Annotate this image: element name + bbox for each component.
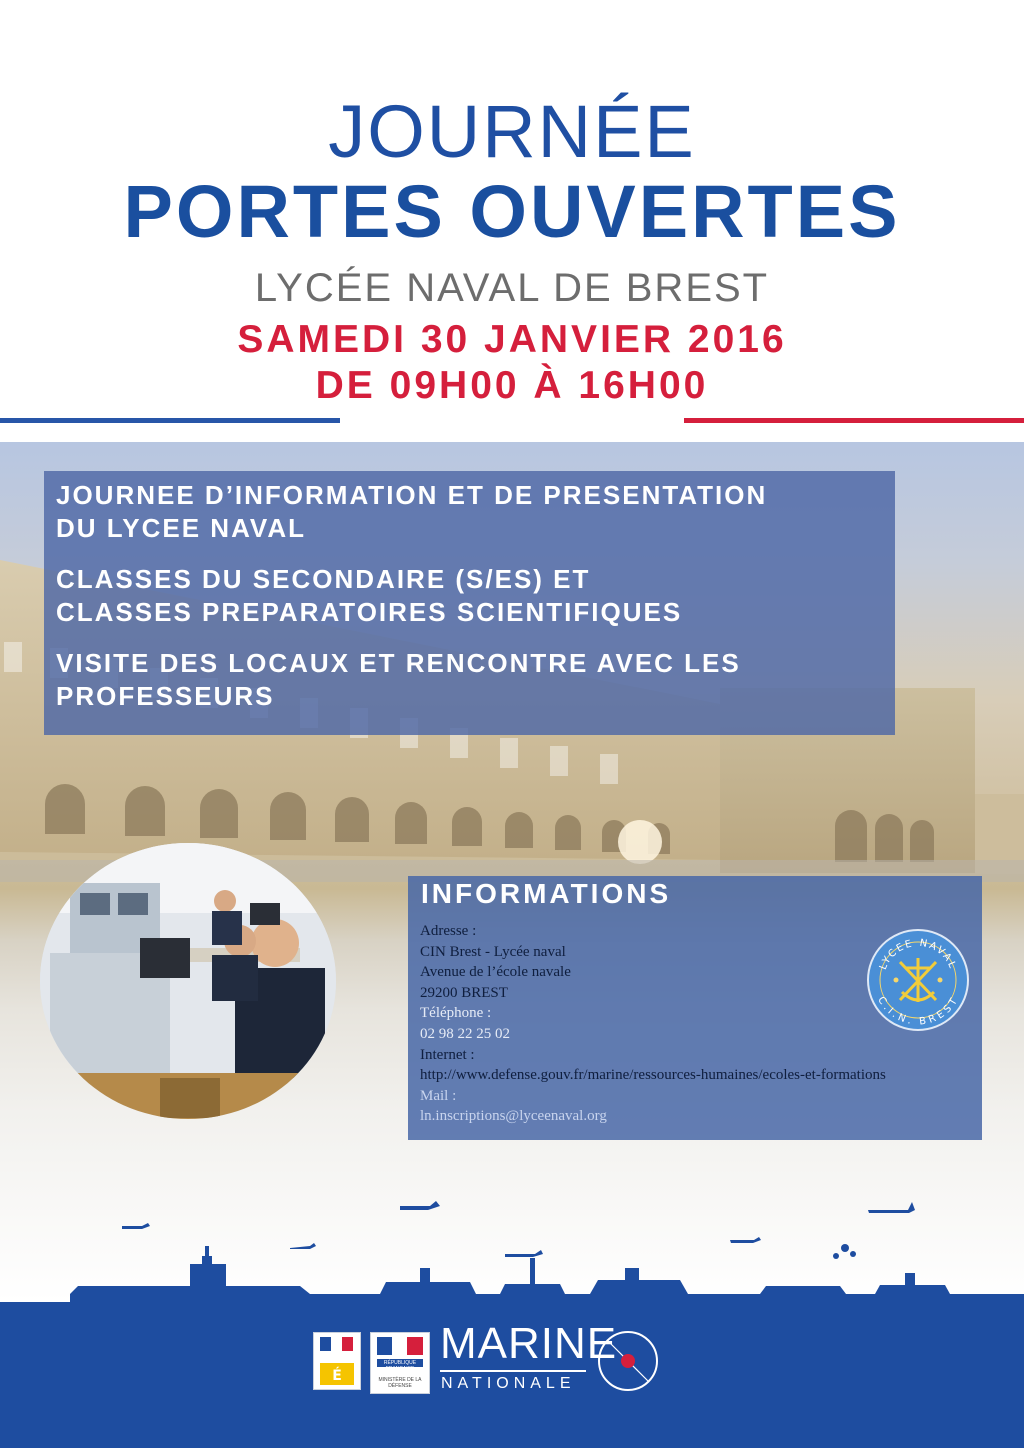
address-label: Adresse : — [420, 923, 477, 939]
wordmark-underline — [440, 1370, 586, 1372]
seal-top-text: LYCEE NAVAL — [877, 937, 959, 972]
svg-text:É: É — [332, 1368, 342, 1384]
nationale-wordmark: NATIONALE — [441, 1375, 576, 1392]
program-line-1: JOURNEE D’INFORMATION ET DE PRESENTATION — [56, 480, 768, 510]
divider-red — [684, 418, 1024, 423]
program-line-4: CLASSES PREPARATOIRES SCIENTIFIQUES — [56, 597, 683, 627]
internet-link[interactable]: http://www.defense.gouv.fr/marine/ressources-humaines/ecoles-et-formations — [420, 1067, 886, 1084]
event-hours: DE 09H00 À 16H00 — [315, 364, 709, 407]
event-date: SAMEDI 30 JANVIER 2016 — [237, 318, 787, 361]
school-name: LYCÉE NAVAL DE BREST — [254, 266, 770, 310]
program-line-5: VISITE DES LOCAUX ET RENCONTRE AVEC LES — [56, 648, 741, 678]
program-line-3: CLASSES DU SECONDAIRE (S/ES) ET — [56, 564, 591, 594]
naval-fleet-silhouettes — [0, 1190, 1024, 1305]
defense-ministry-logo — [370, 1332, 430, 1394]
phone-label: Téléphone : — [420, 1005, 492, 1022]
marine-nationale-wordmark: MARINE — [440, 1319, 618, 1368]
program-line-6: PROFESSEURS — [56, 681, 275, 711]
title-portes-ouvertes: PORTES OUVERTES — [123, 170, 901, 253]
poster-header — [0, 0, 1024, 440]
program-panel — [44, 471, 895, 735]
divider-blue — [0, 418, 340, 423]
mail-label: Mail : — [420, 1087, 457, 1104]
internet-label: Internet : — [420, 1046, 475, 1063]
ministry-defense-label: MINISTÈRE DE LA DÉFENSE — [378, 1377, 422, 1389]
contact-details — [420, 921, 886, 1127]
address-line-3: 29200 BREST — [420, 984, 508, 1001]
address-line-1: CIN Brest - Lycée naval — [420, 943, 566, 960]
mail-address[interactable]: ln.inscriptions@lyceenaval.org — [420, 1108, 607, 1125]
address-line-2: Avenue de l’école navale — [420, 964, 571, 981]
seal-bottom-text: C.I.N. BREST — [875, 995, 961, 1028]
informations-title: INFORMATIONS — [421, 878, 672, 909]
classroom-photo — [40, 843, 336, 1119]
republique-label: RÉPUBLIQUE FRANÇAISE — [383, 1360, 417, 1372]
title-journee: JOURNÉE — [328, 90, 696, 173]
phone-number: 02 98 22 25 02 — [420, 1025, 510, 1042]
education-ministry-logo — [313, 1332, 361, 1390]
marine-nationale-emblem-icon — [597, 1330, 659, 1392]
program-line-2: DU LYCEE NAVAL — [56, 513, 306, 543]
lycee-naval-seal — [866, 928, 970, 1032]
